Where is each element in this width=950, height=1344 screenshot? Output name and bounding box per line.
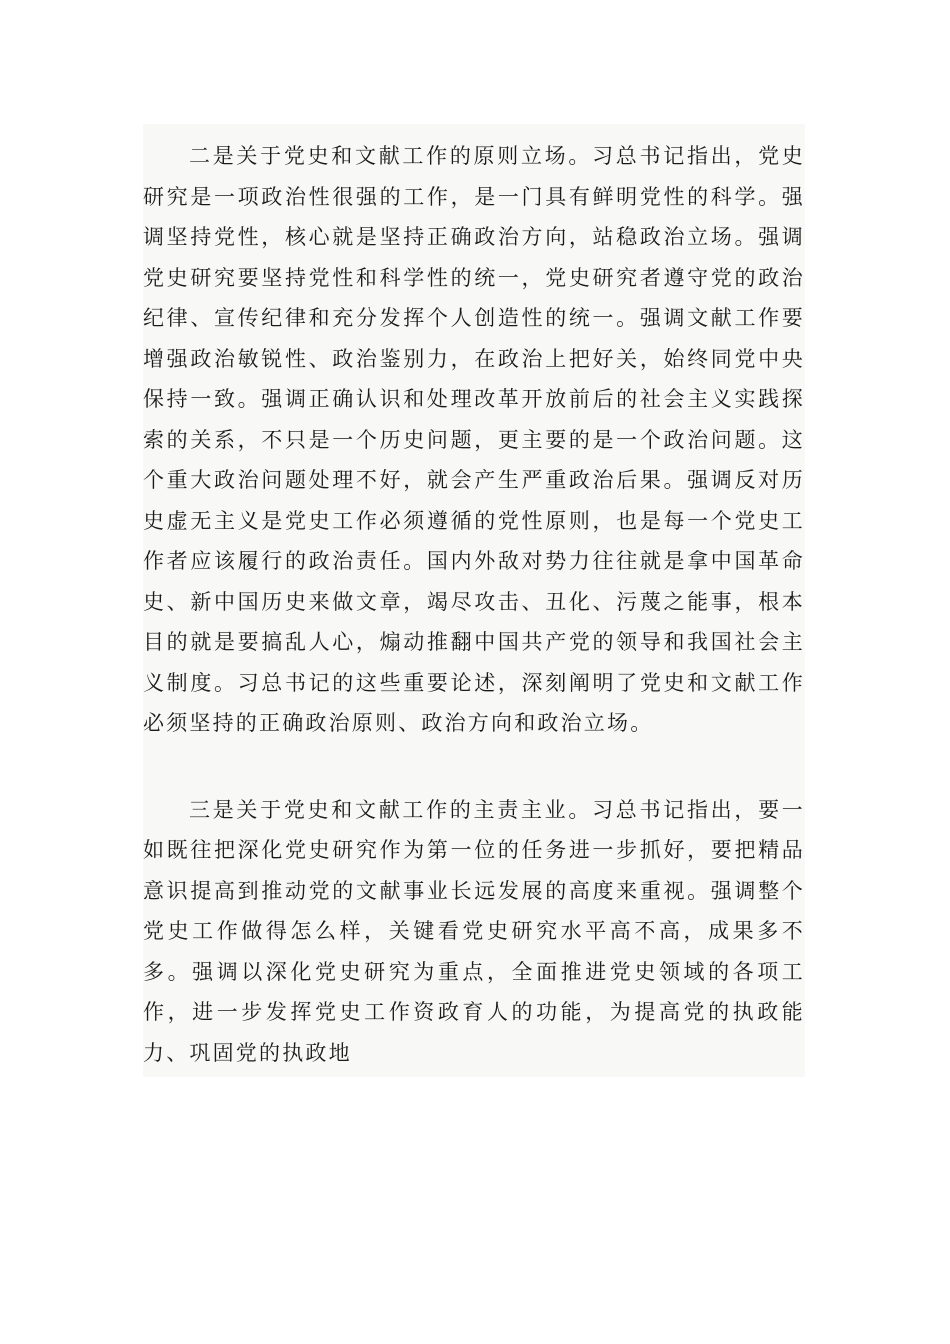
paragraph-principles: 二是关于党史和文献工作的原则立场。习总书记指出，党史研究是一项政治性很强的工作，是一门具有鲜明党性的科学。强调坚持党性，核心就是坚持正确政治方向，站稳政治立场。强调党史研究要坚持党性和科学性的统一，党史研究者遵守党的政治纪律、宣传纪律和充分发挥个人创造性的统一。强调文献工作要增强政治敏锐性、政治鉴别力，在政治上把好关，始终同党中央保持一致。强调正确认识和处理改革开放前后的社会主义实践探索的关系，不只是一个历史问题，更主要的是一个政治问题。这个重大政治问题处理不好，就会产生严重政治后果。强调反对历史虚无主义是党史工作必须遵循的党性原则，也是每一个党史工作者应该履行的政治责任。国内外敌对势力往往就是拿中国革命史、新中国历史来做文章，竭尽攻击、丑化、污蔑之能事，根本目的就是要搞乱人心，煽动推翻中国共产党的领导和我国社会主义制度。习总书记的这些重要论述，深刻阐明了党史和文献工作必须坚持的正确政治原则、政治方向和政治立场。 bbox=[143, 144, 805, 735]
paragraph-main-tasks: 三是关于党史和文献工作的主责主业。习总书记指出，要一如既往把深化党史研究作为第一位的任务进一步抓好，要把精品意识提高到推动党的文献事业长远发展的高度来重视。强调整个党史工作做得怎么样，关键看党史研究水平高不高，成果多不多。强调以深化党史研究为重点，全面推进党史领域的各项工作，进一步发挥党史工作资政育人的功能，为提高党的执政能力、巩固党的执政地 bbox=[143, 797, 805, 1065]
document-body bbox=[143, 124, 805, 1077]
paragraph-spacer bbox=[143, 750, 805, 790]
